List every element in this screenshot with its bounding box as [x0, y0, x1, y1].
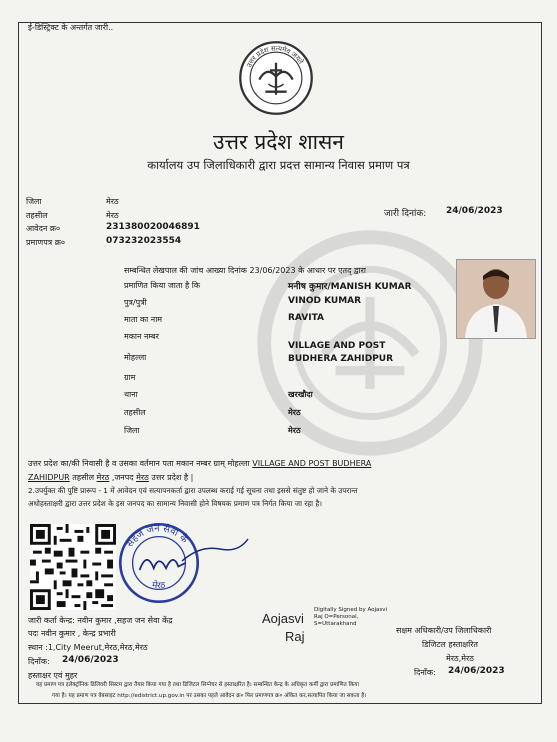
footer-note-line1: यह प्रमाण पत्र इलेक्ट्रॉनिक डिलिवरी सिस्टम द्वारा तैयार किया गया है तथा डिजिटल सिग्नेचर से हस्ताक्षरित है। सम्बन्धित केन्द्र के अधिकृत कर्मी द्वारा प्रमाणित किया — [36, 682, 359, 688]
qr-code-icon — [30, 524, 116, 610]
district-label: जिला — [26, 197, 42, 206]
authority-title: सक्षम अधिकारी/उप जिलाधिकारी — [396, 626, 492, 635]
residence-paragraph: उत्तर प्रदेश का/की निवासी है व उसका वर्तमान पता मकान नम्बर ग्राम् मोहल्ला VILLAGE AND POST BUDHERA — [28, 459, 372, 468]
field-value: खरखौदा — [288, 390, 313, 399]
page-subtitle: कार्यालय उप जिलाधिकारी द्वारा प्रदत्त सामान्य निवास प्रमाण पत्र — [147, 158, 410, 172]
issuer-post: पदः नवीन कुमार , केन्द्र प्रभारी — [28, 629, 116, 638]
verification-paragraph-line2: अधोहस्ताक्षरी द्वारा उत्तर प्रदेश के इस जनपद का सामान्य निवासी होने विषयक प्रमाण पत्र निर्गत किया जा रहा है। — [28, 499, 322, 508]
field-label: जिला — [124, 426, 140, 435]
field-label: थाना — [124, 390, 138, 399]
district-value: मेरठ — [106, 197, 119, 206]
field-label: माता का नाम — [124, 315, 163, 324]
field-value: मनीष कुमार/MANISH KUMAR — [288, 282, 412, 292]
field-value: VINOD KUMAR — [288, 296, 362, 306]
field-value: VILLAGE AND POST — [288, 341, 386, 351]
verification-paragraph-line1: 2.उपर्युक्त की पुष्टि प्रारूप - 1 में आवेदन एवं सत्यापनकर्ता द्वारा उपलब्ध कराई गई सूचना तथा इससे संतुष्ट हो जाने के उपरान्त — [28, 486, 358, 495]
authority-digital-signed: डिजिटल हस्ताक्षरित — [422, 640, 478, 649]
field-label: मकान नम्बर — [124, 332, 159, 341]
app-no-value: 231380020046891 — [106, 222, 200, 232]
field-label: मोहल्ला — [124, 353, 147, 362]
signature-stroke-icon — [180, 535, 250, 565]
signature-seal-label: हस्ताक्षर एवं मुहर — [28, 671, 78, 680]
digital-signer-name-1: Aojasvi — [262, 611, 304, 626]
field-value: मेरठ — [288, 426, 301, 435]
stamp-text-bottom: मेरठ — [151, 580, 166, 592]
issue-date-value: 24/06/2023 — [446, 206, 503, 216]
stamp-text-top: सहज जन सेवा के — [124, 523, 190, 550]
field-label: तहसील — [124, 408, 146, 417]
field-value: RAVITA — [288, 313, 325, 323]
cert-no-value: 073232023554 — [106, 236, 182, 246]
footer-note-line2: गया है। यह प्रमाण पत्र वेबसाइट http://edistrict.up.gov.in पर उसका पहले आवेदन क्र० फिर प्रमाणपत्र क्र० अंकित कर,सत्यापित किया जा सकता है। — [52, 693, 367, 699]
app-no-label: आवेदन क्र० — [26, 224, 61, 233]
applicant-photo — [456, 259, 536, 339]
field-label: ग्राम — [124, 373, 136, 382]
page-title: उत्तर प्रदेश शासन — [213, 130, 344, 154]
issuer-date-label: दिनाँक: — [28, 657, 50, 666]
tehsil-value: मेरठ — [106, 211, 119, 220]
digital-signature-details: Digitally Signed by Aojasvi Raj O=Personal, S=Uttarakhand — [314, 607, 388, 627]
residence-paragraph-cont: ZAHIDPUR तहसील मेरठ ,जनपद मेरठ उत्तर प्रदेश है | — [28, 473, 194, 482]
emblem-text: उत्तर प्रदेश सत्यमेव जयते — [245, 44, 305, 69]
authority-date-label: दिनाँक: — [414, 668, 436, 677]
header-note: ई-डिस्ट्रिक्ट के अन्तर्गत जारी.. — [28, 23, 114, 32]
field-value: BUDHERA ZAHIDPUR — [288, 354, 394, 364]
field-label: पुत्र/पुत्री — [124, 298, 147, 307]
issuer-place: स्थान :1,City Meerut,मेरठ,मेरठ,मेरठ — [28, 643, 148, 652]
tehsil-label: तहसील — [26, 211, 48, 220]
issuer-date-value: 24/06/2023 — [62, 655, 119, 665]
field-label: प्रमाणित किया जाता है कि — [124, 281, 201, 290]
authority-date-value: 24/06/2023 — [448, 666, 505, 676]
field-value: मेरठ — [288, 408, 301, 417]
svg-text:मेरठ — [151, 579, 167, 591]
up-emblem-icon — [238, 40, 314, 116]
authority-place: मेरठ,मेरठ — [446, 654, 474, 663]
issuer-centre: जारी कर्ता केन्द्र: नवीन कुमार ,सहज जन सेवा केंद्र — [28, 616, 173, 625]
digital-signer-name-2: Raj — [285, 629, 305, 644]
intro-line: सम्बन्धित लेखपाल की जांच आख्या दिनांक 23/06/2023 के आधार पर एतद् द्वारा — [124, 266, 366, 275]
cert-no-label: प्रमाणपत्र क्र० — [26, 238, 65, 247]
issue-date-label: जारी दिनांक: — [384, 209, 427, 219]
